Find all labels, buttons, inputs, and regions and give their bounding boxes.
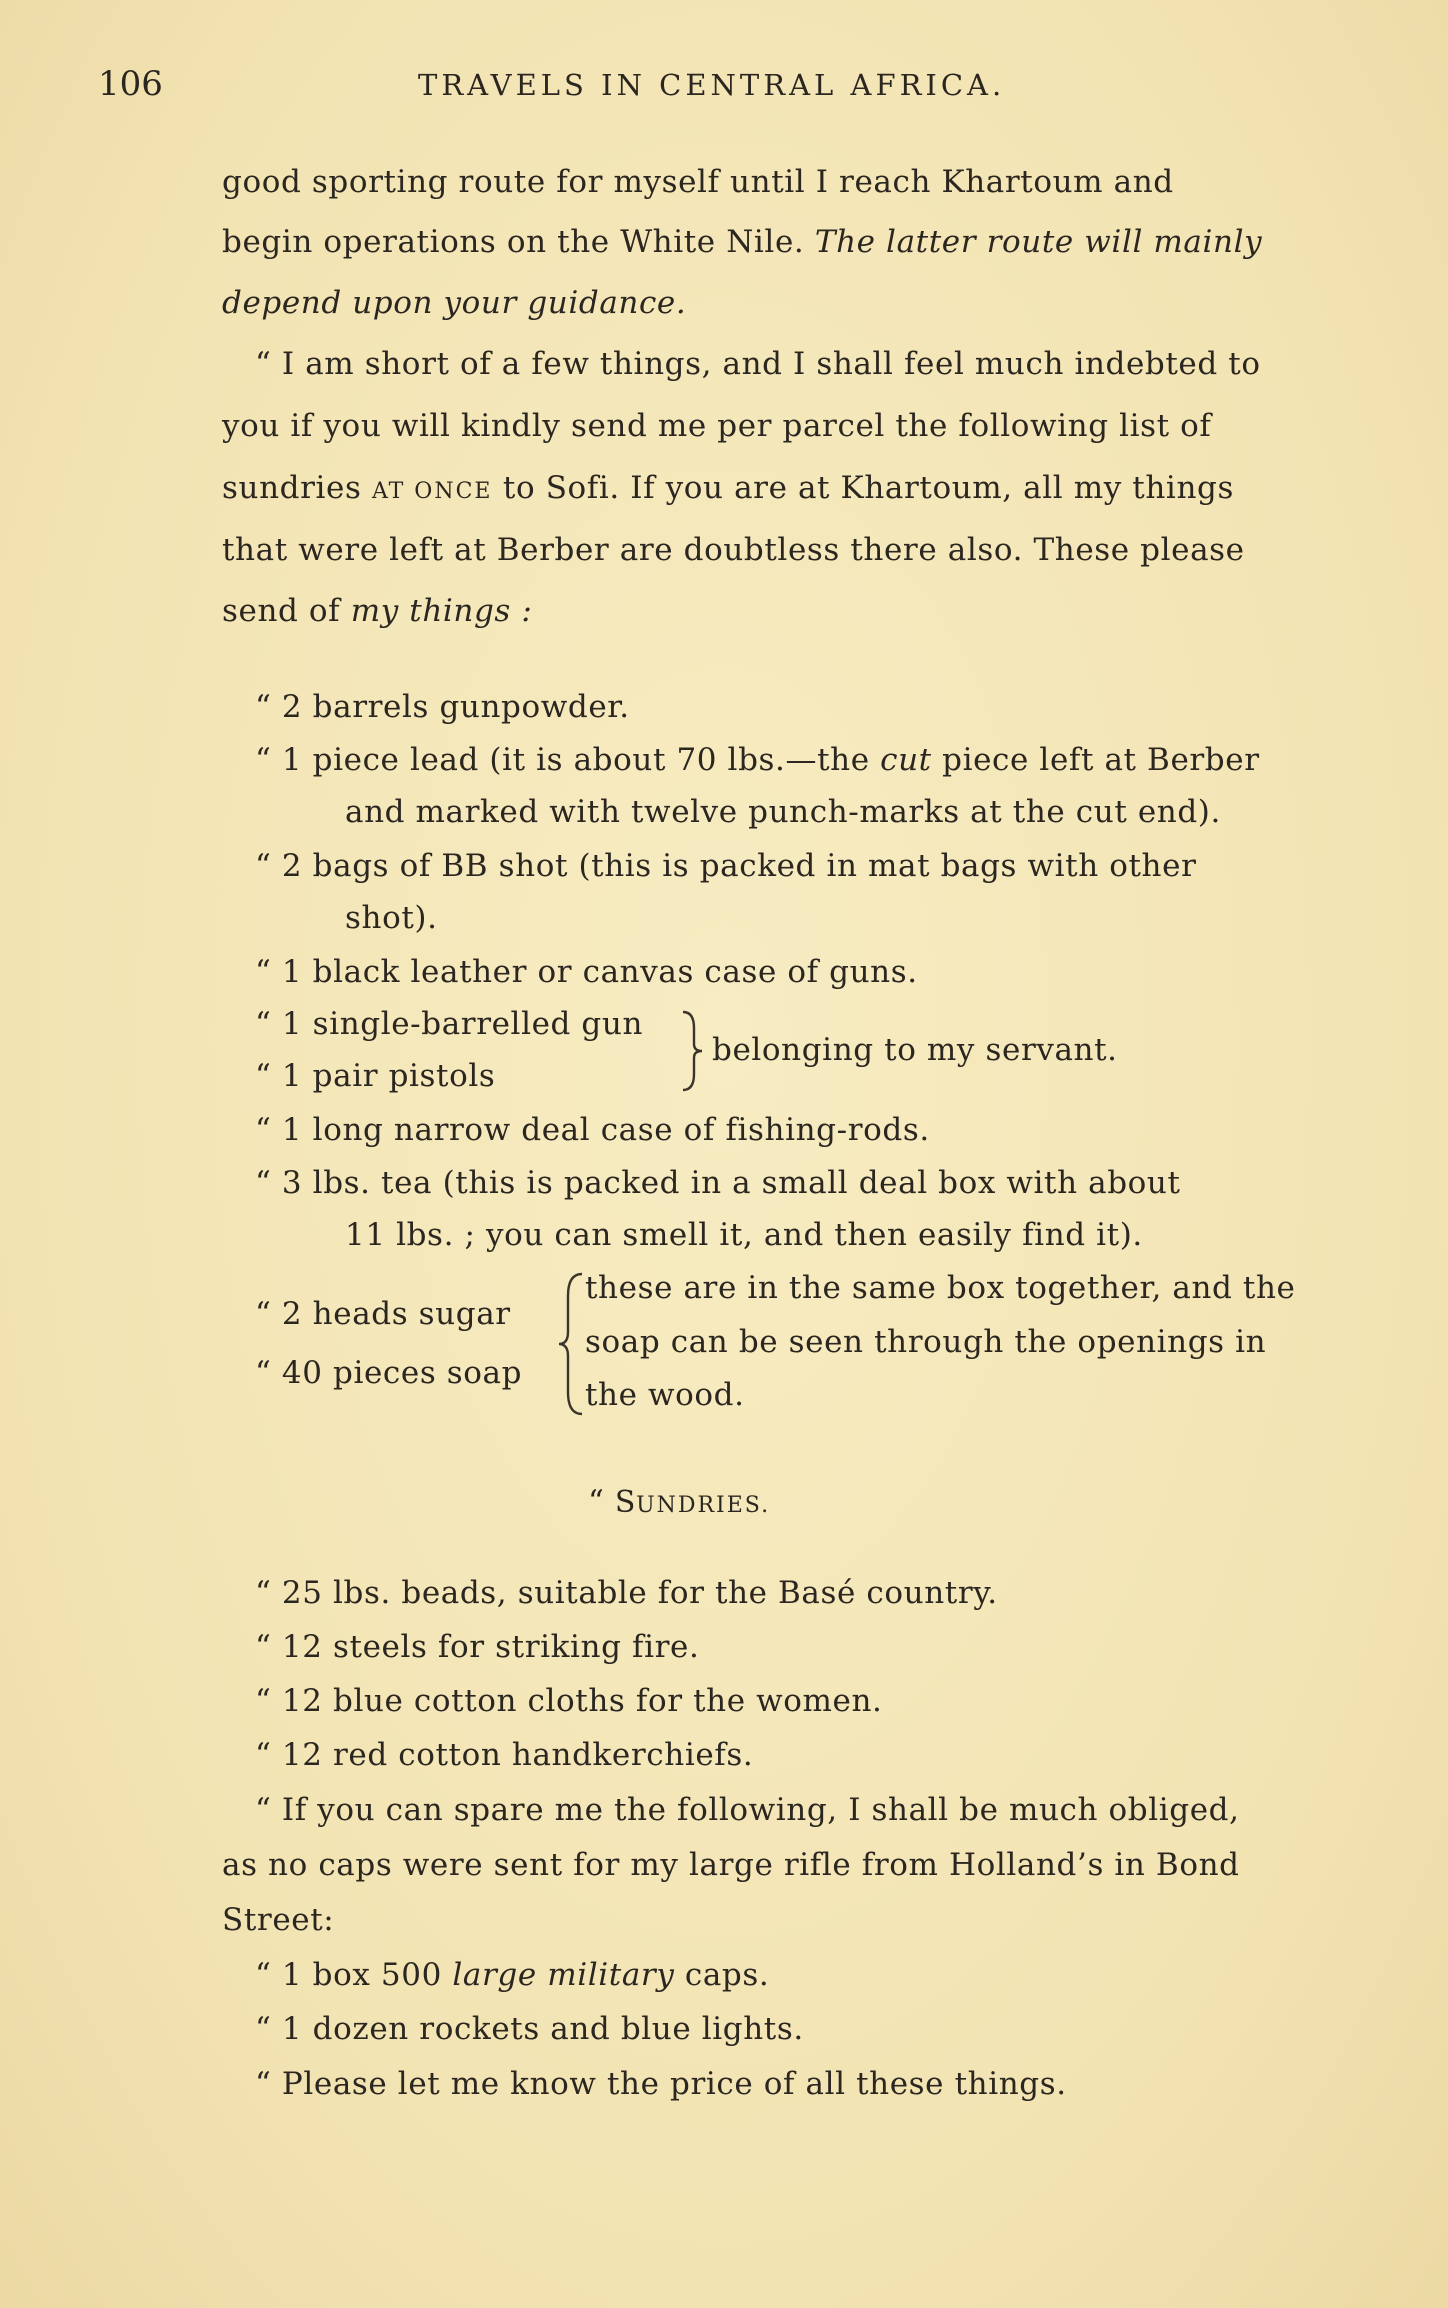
text-line	[222, 468, 1234, 512]
text-line: “ I am short of a few things, and I shall feel much indebted to	[255, 346, 1261, 382]
list-item: “ 40 pieces soap	[255, 1355, 523, 1391]
text-span: to Sofi. If you are at Khartoum, all my things	[492, 470, 1234, 506]
italic-text: large military	[452, 1957, 675, 1993]
list-item-continuation: shot).	[345, 900, 438, 936]
list-item: “ 2 bags of BB shot (this is packed in mat bags with other	[255, 848, 1197, 884]
list-item: “ 1 single-barrelled gun	[255, 1006, 644, 1042]
text-span: S	[614, 1485, 637, 1520]
text-line: “ If you can spare me the following, I shall be much obliged,	[255, 1792, 1240, 1828]
italic-text: cut	[880, 742, 932, 778]
list-item: “ 3 lbs. tea (this is packed in a small deal box with about	[255, 1165, 1181, 1201]
text-span: sundries	[222, 470, 372, 506]
text-span: “ 1 box 500	[255, 1957, 453, 1993]
left-brace-icon	[556, 1270, 586, 1420]
list-item: “ 12 red cotton handkerchiefs.	[255, 1737, 754, 1773]
list-item	[255, 740, 1260, 780]
list-item	[255, 1955, 769, 1995]
text-span: send of	[222, 593, 351, 629]
list-item: “ 1 dozen rockets and blue lights.	[255, 2011, 804, 2047]
text-span: “ 1 piece lead (it is about 70 lbs.—the	[255, 742, 881, 778]
list-item: “ 1 long narrow deal case of fishing-rods.	[255, 1112, 930, 1148]
text-span: “	[588, 1484, 615, 1520]
right-brace-icon	[680, 1008, 706, 1094]
text-line	[222, 283, 686, 323]
text-span: caps.	[674, 1957, 770, 1993]
text-line: you if you will kindly send me per parcel the following list of	[222, 408, 1212, 444]
list-item: “ 25 lbs. beads, suitable for the Basé country.	[255, 1575, 998, 1611]
section-heading	[588, 1482, 770, 1526]
list-item: “ 1 black leather or canvas case of guns.	[255, 954, 918, 990]
text-line: good sporting route for myself until I reach Khartoum and	[222, 164, 1174, 200]
italic-text: depend upon your guidance.	[222, 285, 687, 321]
italic-text: The latter route will mainly	[814, 224, 1263, 260]
list-item: “ 12 blue cotton cloths for the women.	[255, 1683, 883, 1719]
italic-text: my things :	[350, 593, 533, 629]
list-item: “ 2 heads sugar	[255, 1296, 511, 1332]
text-line: Street:	[222, 1902, 335, 1938]
list-note: soap can be seen through the openings in	[585, 1324, 1267, 1360]
list-item: “ 1 pair pistols	[255, 1058, 496, 1094]
text-line	[222, 591, 532, 631]
list-item: “ Please let me know the price of all these things.	[255, 2066, 1067, 2102]
small-caps-text: UNDRIES.	[636, 1493, 771, 1518]
text-span: begin operations on the White Nile.	[222, 224, 815, 260]
text-line: that were left at Berber are doubtless there also. These please	[222, 532, 1245, 568]
list-item-continuation: and marked with twelve punch-marks at the cut end).	[345, 794, 1221, 830]
running-title: TRAVELS IN CENTRAL AFRICA.	[418, 68, 1006, 102]
page-number: 106	[98, 64, 163, 104]
list-item: “ 2 barrels gunpowder.	[255, 689, 630, 725]
list-item-continuation: 11 lbs. ; you can smell it, and then easily find it).	[345, 1217, 1143, 1253]
text-line: as no caps were sent for my large rifle from Holland’s in Bond	[222, 1847, 1240, 1883]
list-note: belonging to my servant.	[712, 1032, 1118, 1068]
small-caps-text: AT ONCE	[371, 479, 493, 504]
text-span: piece left at Berber	[931, 742, 1260, 778]
list-note: these are in the same box together, and the	[585, 1270, 1296, 1306]
list-note: the wood.	[585, 1377, 745, 1413]
text-line	[222, 222, 1262, 262]
list-item: “ 12 steels for striking fire.	[255, 1629, 700, 1665]
